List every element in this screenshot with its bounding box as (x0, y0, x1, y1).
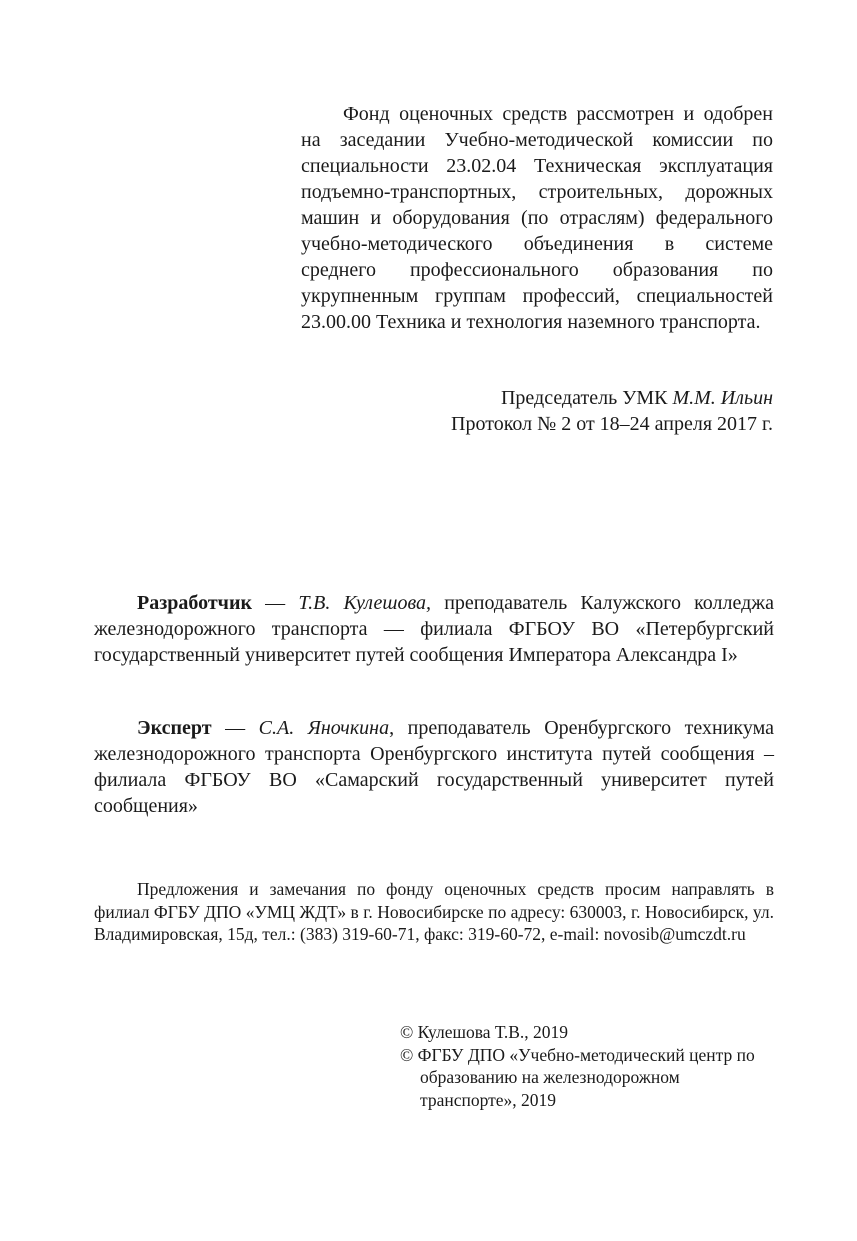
developer-dash: — (252, 592, 299, 614)
expert-description: , преподаватель Оренбургского техникума железнодорожного транспорта Оренбургского института путей сообщения – филиала ФГБОУ ВО «Самарский государственный университет путей сообщения» (94, 717, 774, 817)
protocol-line: Протокол № 2 от 18–24 апреля 2017 г. (451, 413, 773, 435)
expert-paragraph (94, 715, 774, 819)
developer-paragraph (94, 590, 774, 668)
expert-dash: — (211, 717, 259, 739)
chair-label: Председатель УМК (500, 387, 668, 409)
chair-line (301, 385, 773, 411)
signature-block (301, 385, 773, 437)
copyright-block (400, 1021, 780, 1111)
copyright-publisher: © ФГБУ ДПО «Учебно-методический центр по образованию на железнодорожном транспорте», 2019 (400, 1044, 755, 1110)
developer-label: Разработчик (137, 592, 252, 614)
copyright-author: © Кулешова Т.В., 2019 (400, 1022, 569, 1042)
expert-label: Эксперт (137, 717, 212, 739)
developer-name: Т.В. Кулешова, (298, 592, 432, 614)
chair-name: М.М. Ильин (672, 387, 773, 409)
approval-paragraph: Фонд оценочных средств рассмотрен и одобрен на заседании Учебно-методической комиссии по специальности 23.02.04 Техническая эксплуатация подъемно-транспортных, строительных, дорожных машин и оборудования (по отраслям) федерального учебно-методического объединения в системе среднего профессионального образования по укрупненным группам профессий, специальностей 23.00.00 Техника и технология наземного транспорта. (301, 103, 773, 333)
feedback-notes: Предложения и замечания по фонду оценочных средств просим направлять в филиал ФГБУ ДПО «УМЦ ЖДТ» в г. Новосибирске по адресу: 630003, г. Новосибирск, ул. Владимировская, 15д, тел.: (383) 319-60-71, факс: 319-60-72, e-mail: novosib@umczdt.ru (94, 879, 774, 944)
developer-description: преподаватель Калужского колледжа железнодорожного транспорта — филиала ФГБОУ ВО «Петербургский государственный университет путей сообщения Императора Александра I» (94, 592, 774, 666)
expert-name: С.А. Яночкина (258, 717, 390, 739)
